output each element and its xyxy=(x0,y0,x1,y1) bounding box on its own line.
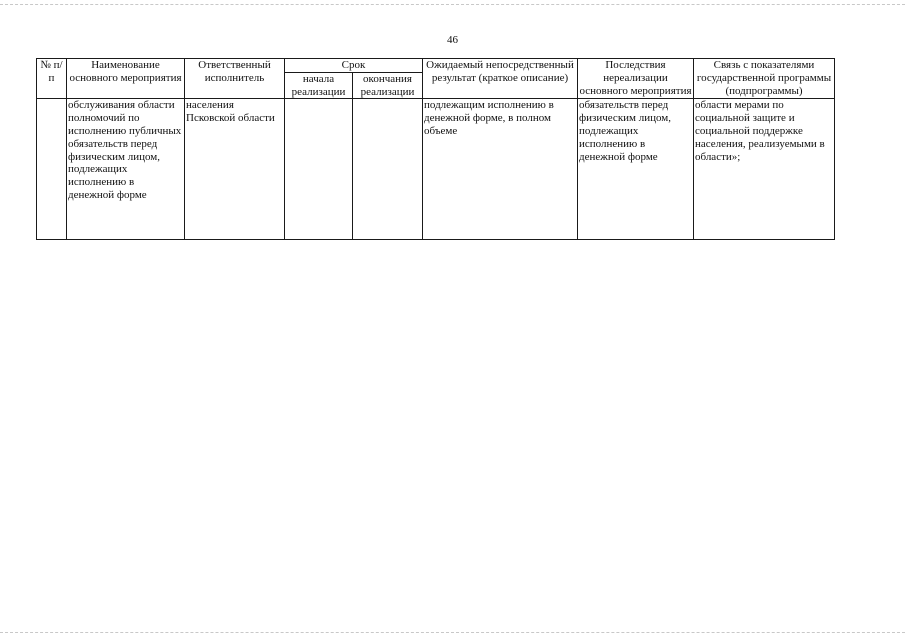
page-number: 46 xyxy=(447,34,458,46)
header-consequences: Последствия нереализации основного мероприятия xyxy=(578,59,694,99)
scan-edge-top xyxy=(0,4,905,5)
header-term-start: начала реализации xyxy=(285,72,353,99)
cell-term-end xyxy=(353,99,423,240)
header-num: № п/п xyxy=(37,59,67,99)
cell-expected: подлежащим исполнению в денежной форме, в полном объеме xyxy=(423,99,578,240)
cell-num xyxy=(37,99,67,240)
cell-consequences: обязательств перед физическим лицом, подлежащих исполнению в денежной форме xyxy=(578,99,694,240)
scan-edge-bottom xyxy=(0,632,905,633)
header-responsible: Ответственный исполнитель xyxy=(185,59,285,99)
header-row xyxy=(37,59,835,73)
measures-table xyxy=(36,58,835,240)
cell-term-start xyxy=(285,99,353,240)
cell-link: области мерами по социальной защите и социальной поддержке населения, реализуемыми в области»; xyxy=(694,99,835,240)
header-term-end: окончания реализации xyxy=(353,72,423,99)
header-term: Срок xyxy=(285,59,423,73)
header-name: Наименование основного мероприятия xyxy=(67,59,185,99)
header-link: Связь с показателями государственной программы (подпрограммы) xyxy=(694,59,835,99)
table-row xyxy=(37,99,835,240)
header-expected: Ожидаемый непосредственный результат (краткое описание) xyxy=(423,59,578,99)
cell-name: обслуживания области полномочий по исполнению публичных обязательств перед физическим лицом, подлежащих исполнению в денежной форме xyxy=(67,99,185,240)
cell-responsible: населения Псковской области xyxy=(185,99,285,240)
